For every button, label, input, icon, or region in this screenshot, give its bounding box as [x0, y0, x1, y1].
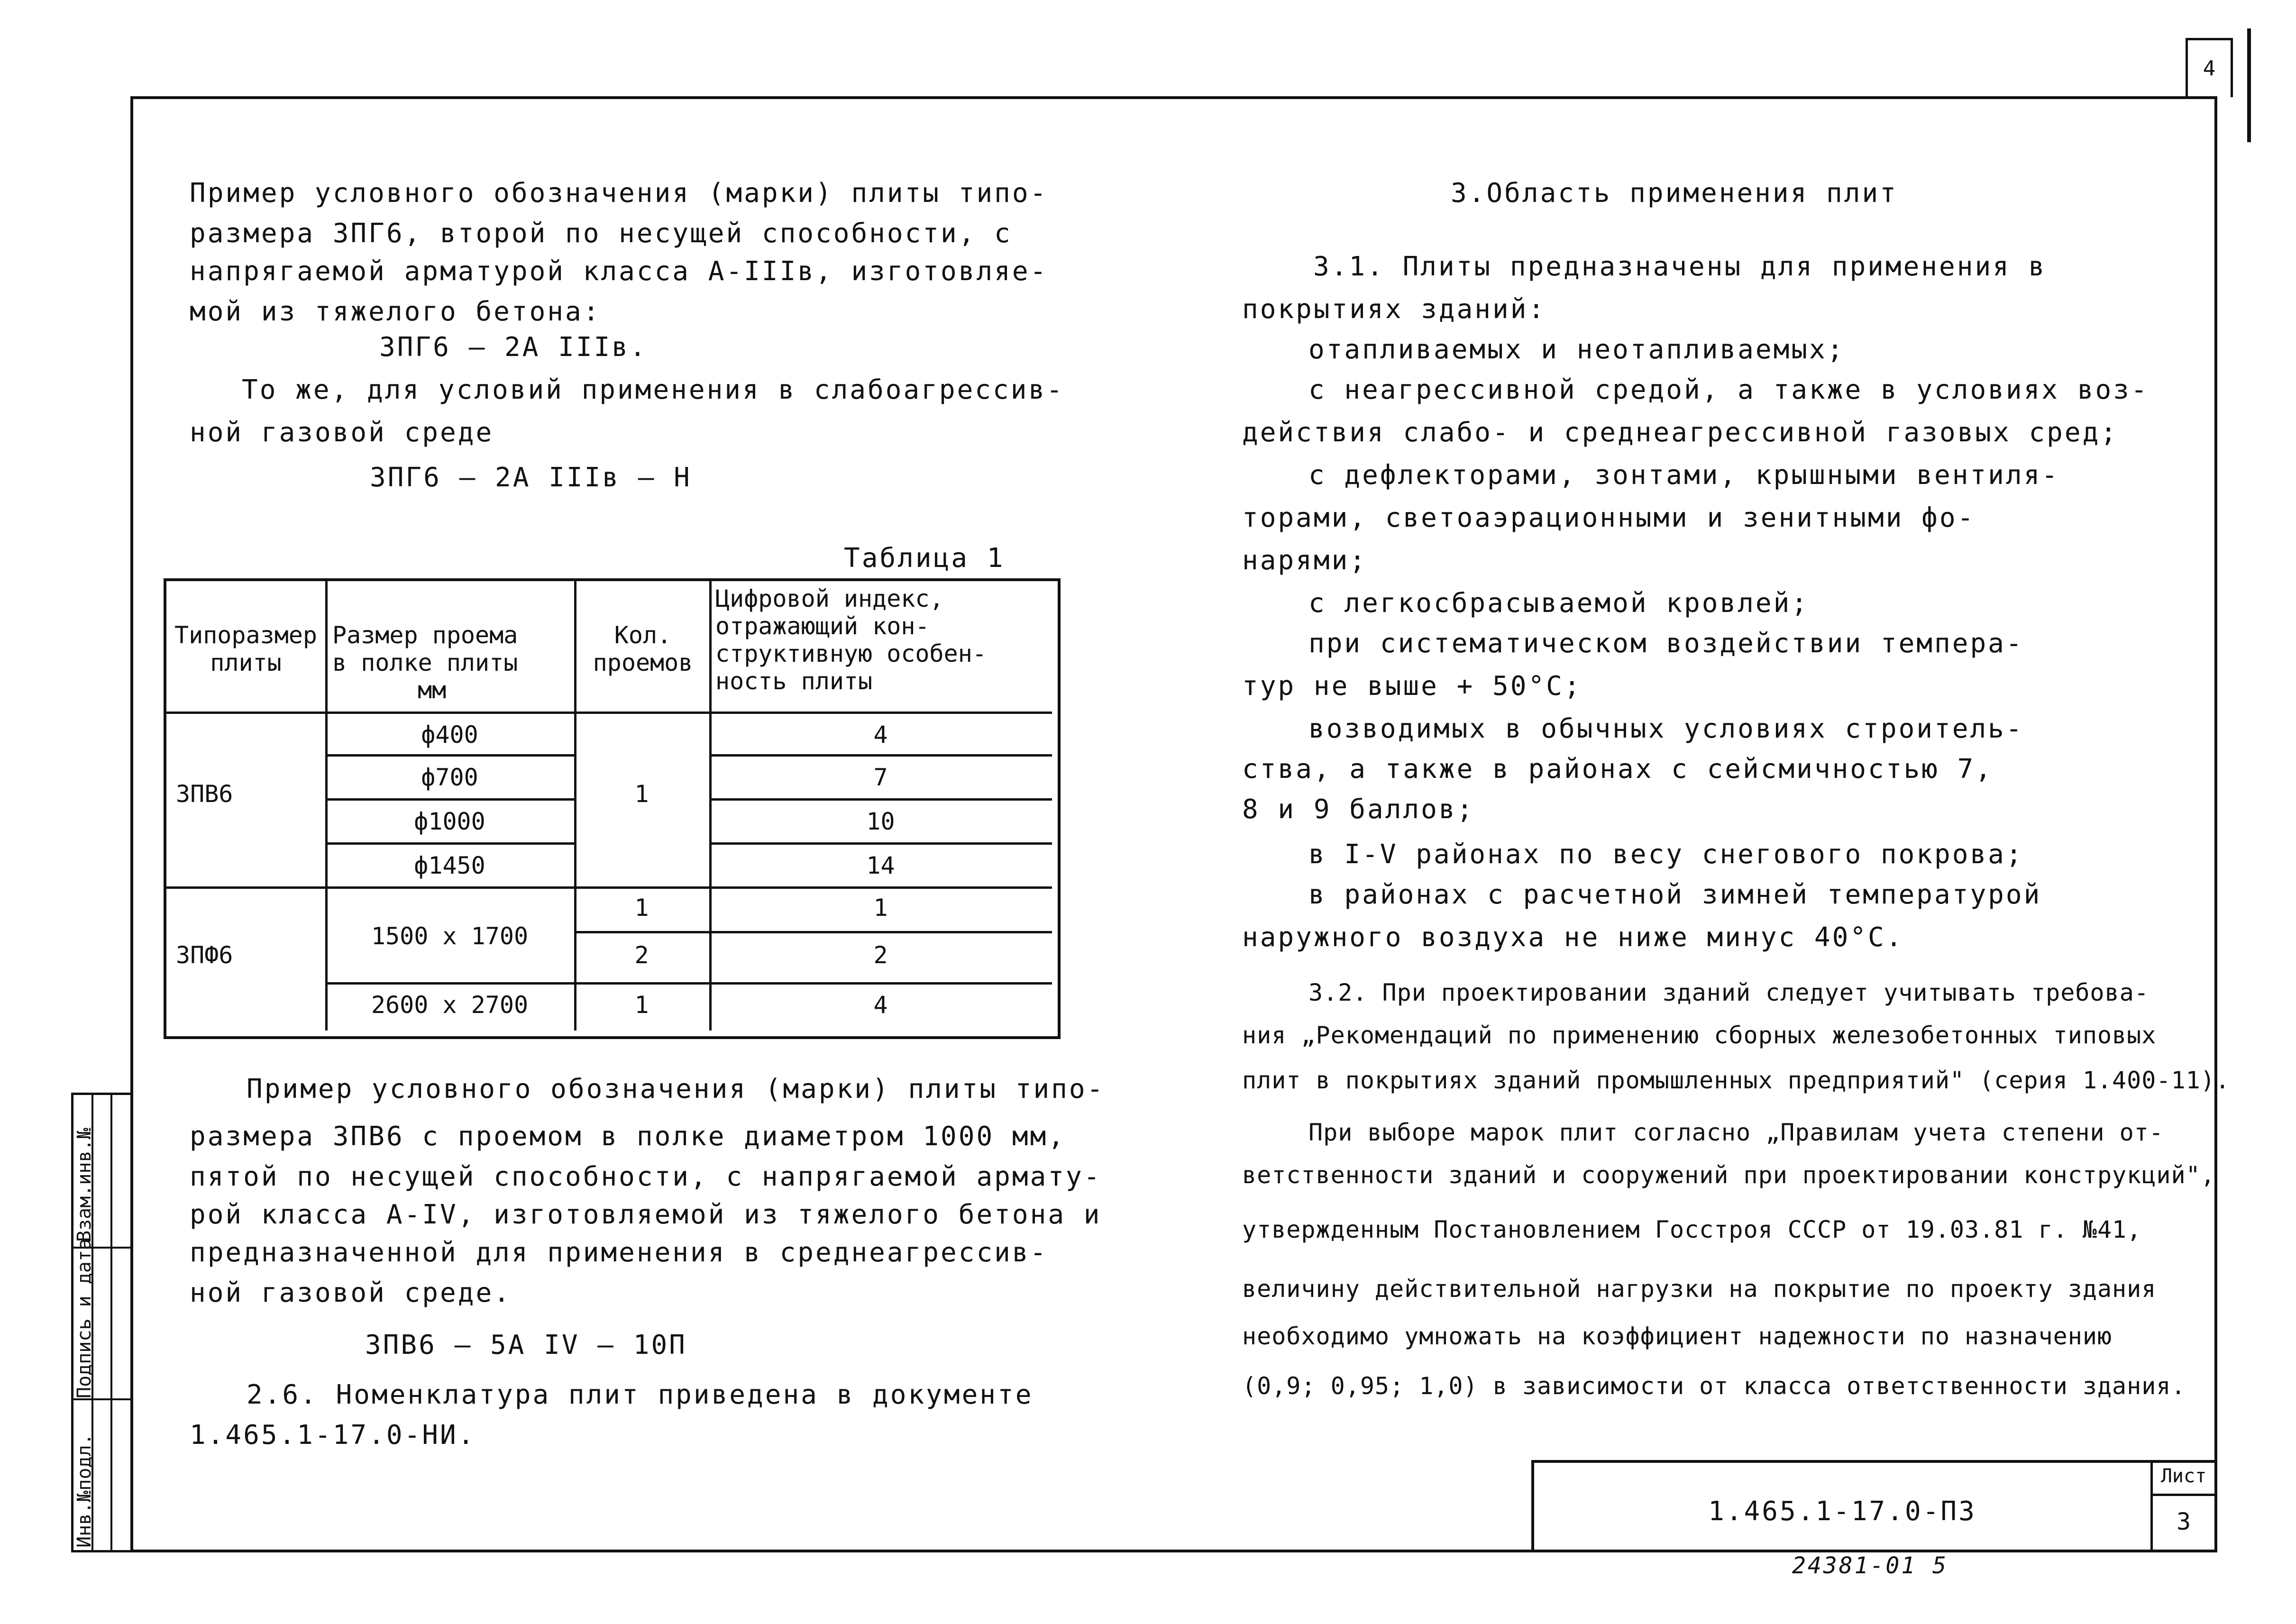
right-line: при систематическом воздействии темпера- [1308, 628, 2024, 659]
th-index: Цифровой индекс, отражающий кон- структивную особен- ность плиты [715, 585, 987, 695]
cell-size: ф1450 [414, 852, 485, 879]
right-line: в районах с расчетной зимней температурой [1308, 879, 2042, 910]
plates-table [164, 578, 1061, 1039]
left-para3-line4: рой класса А-IV, изготовляемой из тяжелого бетона и [190, 1199, 1102, 1230]
side-stamp [71, 1093, 133, 1552]
left-para3-line2: размера 3ПВ6 с проемом в полке диаметром 1000 мм, [190, 1121, 1066, 1152]
table-caption: Таблица 1 [844, 543, 1005, 574]
right-line: величину действительной нагрузки на покрытие по проекту здания [1242, 1275, 2157, 1303]
right-line: наружного воздуха не ниже минус 40°С. [1242, 922, 1904, 953]
right-line: 8 и 9 баллов; [1242, 794, 1475, 825]
cell-type-3pf6: 3ПФ6 [176, 941, 233, 969]
th-size: Размер проема в полке плиты мм [332, 621, 518, 704]
right-line: При выборе марок плит согласно „Правилам учета степени от- [1308, 1119, 2164, 1146]
cell-index: 1 [873, 894, 888, 921]
cell-count: 1 [634, 991, 649, 1019]
cell-index: 4 [873, 991, 888, 1019]
doc-code: 1.465.1-17.0-ПЗ [1708, 1496, 1976, 1527]
stamp-inv-podl: Инв.№подл. [73, 1433, 95, 1548]
right-line: необходимо умножать на коэффициент надежности по назначению [1242, 1323, 2113, 1350]
left-para4-line2: 1.465.1-17.0-НИ. [190, 1420, 476, 1451]
formula-2: 3ПГ6 – 2А IIIв – Н [370, 462, 692, 493]
right-line: ства, а также в районах с сейсмичностью 7, [1242, 754, 1994, 785]
th-count: Кол. проемов [593, 621, 693, 676]
right-line: плит в покрытиях зданий промышленных предприятий" (серия 1.400-11). [1242, 1067, 2230, 1094]
cell-count-3pv6: 1 [634, 780, 649, 808]
cell-count: 1 [634, 894, 649, 921]
right-line: покрытиях зданий: [1242, 294, 1546, 325]
cell-index: 4 [873, 721, 888, 748]
right-line: с дефлекторами, зонтами, крышными вентиля- [1308, 460, 2060, 491]
th-type: Типоразмер плиты [174, 621, 318, 676]
cell-count: 2 [634, 941, 649, 969]
right-line: утвержденным Постановлением Госстроя СССР от 19.03.81 г. №41, [1242, 1216, 2142, 1243]
right-line: тур не выше + 50°С; [1242, 671, 1582, 702]
right-line: нарями; [1242, 545, 1368, 576]
sheet-label: Лист [2160, 1465, 2207, 1487]
right-line: 3.1. Плиты предназначены для применения в [1313, 251, 2047, 282]
right-line: торами, светоаэрационными и зенитными фо- [1242, 502, 1976, 533]
corner-mark: 4 [2186, 38, 2233, 97]
left-para2-line1: То же, для условий применения в слабоагрессив- [242, 374, 1064, 405]
right-line: с неагрессивной средой, а также в условиях воз- [1308, 374, 2149, 405]
cell-size: ф700 [421, 764, 478, 791]
formula-1: 3ПГ6 – 2А IIIв. [379, 332, 648, 363]
stamp-vzam-inv: Взам.инв.№ [73, 1128, 95, 1242]
left-para1-line3: напрягаемой арматурой класса А-IIIв, изготовляе- [190, 256, 1048, 287]
left-para1-line1: Пример условного обозначения (марки) плиты типо- [190, 178, 1048, 209]
cell-index: 2 [873, 941, 888, 969]
sheet-number: 3 [2176, 1508, 2191, 1535]
title-block [1531, 1460, 2214, 1550]
cell-type-3pv6: 3ПВ6 [176, 780, 233, 808]
right-line: (0,9; 0,95; 1,0) в зависимости от класса ответственности здания. [1242, 1372, 2186, 1400]
left-para1-line2: размера 3ПГ6, второй по несущей способности, с [190, 218, 1012, 249]
cell-size: ф400 [421, 721, 478, 748]
cell-index: 10 [866, 808, 895, 835]
right-line: отапливаемых и неотапливаемых; [1308, 334, 1845, 365]
cell-size: ф1000 [414, 808, 485, 835]
right-line: ния „Рекомендаций по применению сборных железобетонных типовых [1242, 1022, 2157, 1049]
corner-tick [2247, 28, 2251, 142]
left-para3-line3: пятой по несущей способности, с напрягаемой армату- [190, 1161, 1102, 1192]
left-para3-line1: Пример условного обозначения (марки) плиты типо- [247, 1074, 1105, 1104]
left-para3-line6: ной газовой среде. [190, 1277, 512, 1308]
cell-size: 1500 х 1700 [371, 922, 529, 950]
left-para3-line5: предназначенной для применения в среднеагрессив- [190, 1237, 1048, 1268]
section-heading: 3.Область применения плит [1451, 178, 1898, 209]
cell-index: 7 [873, 764, 888, 791]
left-para4-line1: 2.6. Номенклатура плит приведена в документе [247, 1379, 1034, 1410]
stamp-signature-date: Подпись и дата [73, 1238, 95, 1398]
right-line: 3.2. При проектировании зданий следует учитывать требова- [1308, 979, 2149, 1006]
left-para2-line2: ной газовой среде [190, 417, 494, 448]
cell-size: 2600 х 2700 [371, 991, 529, 1019]
right-line: действия слабо- и среднеагрессивной газовых сред; [1242, 417, 2119, 448]
cell-index: 14 [866, 852, 895, 879]
right-line: с легкосбрасываемой кровлей; [1308, 588, 1810, 619]
right-line: возводимых в обычных условиях строитель- [1308, 713, 2024, 744]
formula-3: 3ПВ6 – 5А IV – 10П [365, 1330, 687, 1360]
right-line: в I-V районах по весу снегового покрова; [1308, 839, 2024, 870]
right-line: ветственности зданий и сооружений при проектировании конструкций", [1242, 1161, 2215, 1189]
left-para1-line4: мой из тяжелого бетона: [190, 296, 601, 327]
bottom-note: 24381-01 5 [1792, 1552, 1948, 1579]
